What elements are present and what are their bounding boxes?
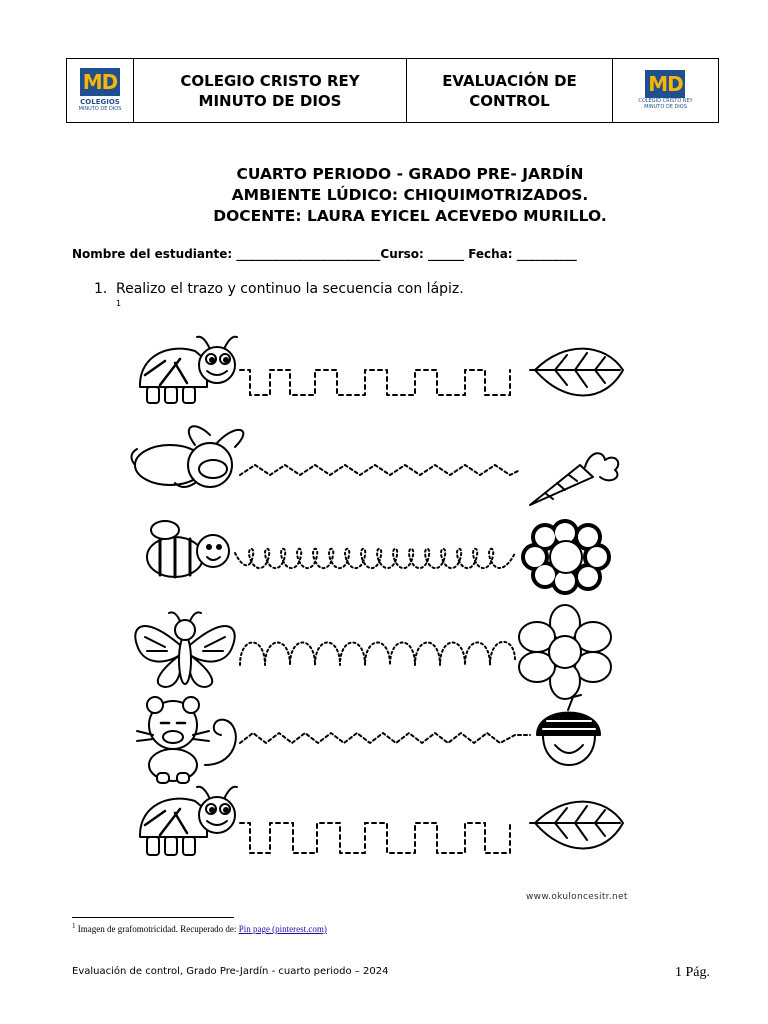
header-table xyxy=(66,58,719,123)
leaf-icon-2 xyxy=(530,802,623,849)
flower-icon-2 xyxy=(519,605,611,699)
square-wave-trace-2 xyxy=(240,823,510,853)
page-titles xyxy=(0,164,768,227)
zigzag-trace-1 xyxy=(240,465,520,475)
title-ambient: AMBIENTE LÚDICO: CHIQUIMOTRIZADOS. xyxy=(231,186,589,204)
doc-type-line2: CONTROL xyxy=(469,91,550,110)
footnote xyxy=(72,922,327,934)
tracing-worksheet xyxy=(125,325,635,895)
school-name-line1: COLEGIO CRISTO REY xyxy=(180,71,360,90)
title-period: CUARTO PERIODO - GRADO PRE- JARDÍN xyxy=(236,165,584,183)
ladybug-icon-2 xyxy=(140,787,237,855)
school-name-line2: MINUTO DE DIOS xyxy=(198,91,342,110)
title-teacher: DOCENTE: LAURA EYICEL ACEVEDO MURILLO. xyxy=(213,207,607,225)
school-logo-right: MD COLEGIO CRISTO REY MINUTO DE DIOS xyxy=(638,71,693,110)
footnote-text: Imagen de grafomotricidad. Recuperado de: xyxy=(77,924,239,934)
page-number: 1 Pág. xyxy=(675,965,710,980)
square-wave-trace xyxy=(240,370,510,395)
header-logo-left-cell xyxy=(67,59,134,123)
zigzag-trace-2 xyxy=(240,733,530,743)
question-number: 1. xyxy=(94,281,108,297)
rabbit-icon xyxy=(131,426,243,487)
footnote-link[interactable]: Pin page (pinterest.com) xyxy=(238,924,327,934)
question-1 xyxy=(94,281,464,297)
image-credit: www.okuloncesitr.net xyxy=(526,892,628,902)
leaf-icon xyxy=(530,349,623,396)
school-logo-left: MD COLEGIOS MINUTO DE DIOS xyxy=(78,69,122,112)
butterfly-icon xyxy=(135,612,234,687)
doc-type-line1: EVALUACIÓN DE xyxy=(442,71,577,90)
page-footer: Evaluación de control, Grado Pre-Jardín - cuarto periodo – 2024 xyxy=(72,966,389,977)
footnote-divider xyxy=(72,917,234,918)
header-logo-right-cell xyxy=(613,59,719,123)
bee-icon xyxy=(147,521,229,577)
loops-trace xyxy=(235,549,515,568)
flower-icon xyxy=(522,520,610,594)
footnote-mark: 1 xyxy=(72,922,76,930)
question-text: Realizo el trazo y continuo la secuencia con lápiz. xyxy=(116,281,464,297)
student-info-line: Nombre del estudiante: ________________________Curso: ______ Fecha: __________ xyxy=(72,247,577,261)
ladybug-icon xyxy=(140,337,237,403)
carrot-icon xyxy=(530,453,618,505)
footnote-ref: 1 xyxy=(116,299,122,308)
acorn-icon xyxy=(537,695,600,765)
doc-type-cell xyxy=(407,59,613,123)
squirrel-icon xyxy=(137,697,236,783)
school-name-cell xyxy=(134,59,407,123)
arches-trace xyxy=(240,642,515,665)
